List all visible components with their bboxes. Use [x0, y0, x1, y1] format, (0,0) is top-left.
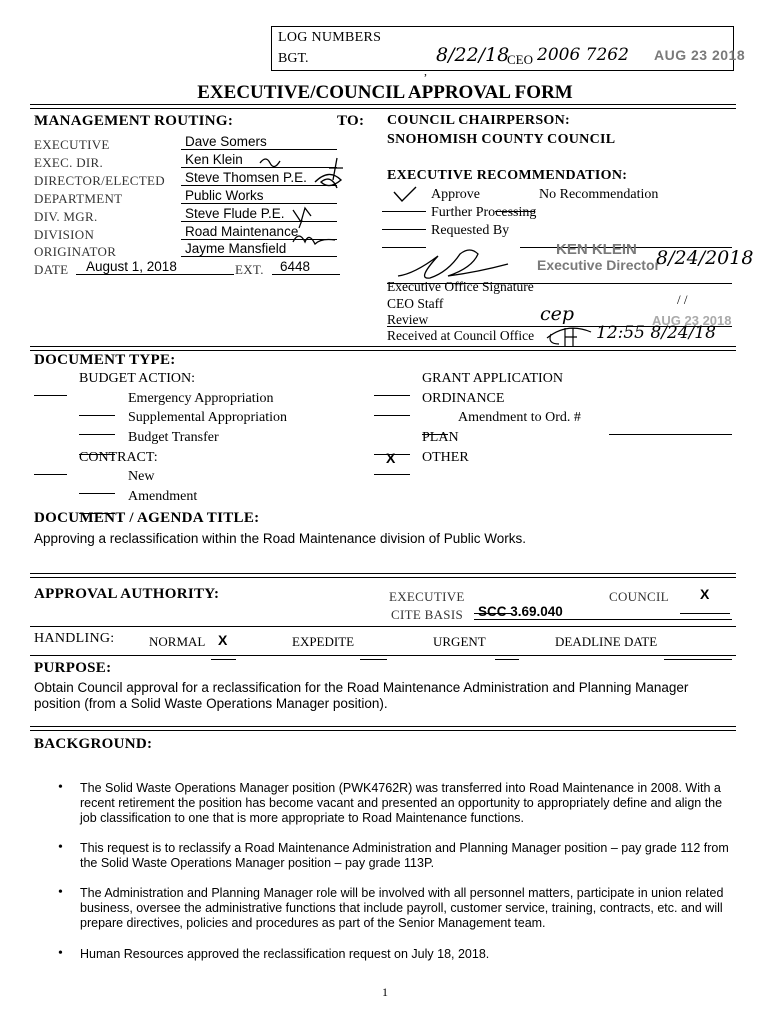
cite-basis-value: SCC 3.69.040	[474, 604, 732, 620]
routing-label-executive: EXECUTIVE	[34, 137, 110, 152]
routing-value-originator: Jayme Mansfield	[181, 241, 337, 257]
agenda-title-text: Approving a reclassification within the Road Maintenance division of Public Works.	[34, 531, 526, 546]
background-heading: BACKGROUND:	[34, 736, 153, 752]
routing-bottom-rule	[30, 346, 736, 351]
routing-value-div-mgr: Steve Flude P.E.	[181, 206, 337, 222]
requested-by-label: Requested By	[431, 223, 510, 238]
background-item-4: Human Resources approved the reclassification request on July 18, 2018.	[80, 947, 490, 961]
ordinance-blank[interactable]	[374, 403, 410, 416]
handling-expedite-label: EXPEDITE	[292, 634, 355, 649]
agenda-bottom-rule	[30, 573, 736, 578]
routing-value-executive: Dave Somers	[181, 134, 337, 150]
stamp-handwritten-date: 8/24/2018	[656, 247, 754, 269]
initials-signature-marks	[255, 150, 365, 260]
cite-basis-label: CITE BASIS	[391, 607, 463, 622]
log-numbers-title: LOG NUMBERS	[278, 30, 382, 45]
purpose-text: Obtain Council approval for a reclassification for the Road Maintenance Administration and Planning Manager position (from a Solid Waste Operations Manager position).	[34, 680, 689, 711]
snohomish-county-council: SNOHOMISH COUNTY COUNCIL	[387, 132, 616, 147]
bullet-icon: •	[58, 885, 63, 900]
ceo-label: CEO	[507, 52, 533, 67]
handling-deadline-label: DEADLINE DATE	[555, 634, 658, 649]
bgt-label: BGT.	[278, 51, 309, 66]
purpose-heading: PURPOSE:	[34, 660, 112, 676]
further-processing-label: Further Processing	[431, 205, 537, 220]
emergency-appropriation-label: Emergency Appropriation	[128, 391, 274, 406]
executive-recommendation-heading: EXECUTIVE RECOMMENDATION:	[387, 168, 628, 183]
emergency-appropriation-blank[interactable]	[79, 403, 115, 416]
document-type-heading: DOCUMENT TYPE:	[34, 352, 176, 368]
amend-ord-number-line[interactable]	[609, 422, 732, 435]
authority-council-label: COUNCIL	[609, 589, 669, 604]
handling-urgent-label: URGENT	[433, 634, 486, 649]
no-recommendation-label: No Recommendation	[539, 187, 659, 202]
contract-label: CONTRACT:	[79, 450, 158, 465]
handling-deadline-blank[interactable]	[664, 647, 732, 660]
routing-label-exec-dir: EXEC. DIR.	[34, 155, 104, 170]
amend-ord-label: Amendment to Ord. #	[458, 410, 581, 425]
eo-signature-label: Executive Office Signature	[387, 279, 534, 294]
ken-klein-stamp-name: KEN KLEIN	[556, 241, 637, 258]
handling-label: HANDLING:	[34, 631, 115, 646]
background-item-3: The Administration and Planning Manager role will be involved with all personnel matters, participate in union related business, oversee the administrative functions that include payroll, customer service, training, contracts, etc. and will prepare directives, policies and procedures as part of the Senior Management team.	[80, 886, 724, 930]
contract-new-label: New	[128, 469, 155, 484]
supplemental-appropriation-label: Supplemental Appropriation	[128, 410, 288, 425]
review-label: Review	[387, 312, 429, 327]
budget-action-blank[interactable]	[34, 383, 67, 396]
supplemental-appropriation-blank[interactable]	[79, 422, 115, 435]
contract-blank[interactable]	[34, 462, 67, 475]
council-chairperson: COUNCIL CHAIRPERSON:	[387, 113, 570, 128]
routing-label-division: DIVISION	[34, 227, 95, 242]
other-mark: X	[386, 450, 396, 466]
received-handwritten: 12:55 8/24/18	[596, 323, 716, 343]
contract-new-blank[interactable]	[79, 481, 115, 494]
received-label: Received at Council Office	[387, 328, 535, 343]
other-label: OTHER	[422, 450, 469, 465]
handling-normal-mark: X	[218, 632, 228, 648]
routing-label-director: DIRECTOR/ELECTED	[34, 173, 165, 188]
routing-value-exec-dir: Ken Klein	[181, 152, 337, 168]
form-title: EXECUTIVE/COUNCIL APPROVAL FORM	[197, 82, 573, 103]
plan-label: PLAN	[422, 430, 459, 445]
routing-value-division: Road Maintenance	[181, 224, 337, 240]
authority-council-mark: X	[700, 586, 710, 602]
executive-signature	[394, 246, 534, 282]
contract-amendment-label: Amendment	[128, 489, 198, 504]
title-rule	[30, 104, 736, 109]
budget-transfer-label: Budget Transfer	[128, 430, 219, 445]
bgt-value: 8/22/18	[436, 44, 510, 66]
ceo-value: 2006 7262	[537, 45, 629, 65]
grant-application-label: GRANT APPLICATION	[422, 371, 563, 386]
routing-label-originator: ORIGINATOR	[34, 244, 117, 259]
page-number: 1	[382, 985, 388, 999]
routing-value-department: Public Works	[181, 188, 337, 204]
to-label: TO:	[337, 113, 365, 129]
received-stamp: AUG 23 2018	[652, 313, 732, 328]
budget-action-label: BUDGET ACTION:	[79, 371, 196, 386]
routing-label-department: DEPARTMENT	[34, 191, 123, 206]
date-label: DATE	[34, 262, 69, 277]
ceo-staff-label: CEO Staff	[387, 296, 444, 311]
review-initials: cep	[540, 303, 575, 325]
handling-expedite-blank[interactable]	[360, 647, 387, 660]
authority-executive-label: EXECUTIVE	[389, 589, 465, 604]
checkmark-icon	[392, 186, 418, 204]
approve-label: Approve	[431, 187, 480, 202]
handling-normal-label: NORMAL	[149, 634, 206, 649]
bullet-icon: •	[58, 780, 63, 795]
ordinance-label: ORDINANCE	[422, 391, 505, 406]
handling-urgent-blank[interactable]	[495, 647, 519, 660]
grant-application-blank[interactable]	[374, 383, 410, 396]
date-value: August 1, 2018	[76, 259, 234, 275]
routing-heading: MANAGEMENT ROUTING:	[34, 113, 234, 129]
ceo-staff-date-slashes: / /	[677, 292, 688, 307]
agenda-title-heading: DOCUMENT / AGENDA TITLE:	[34, 510, 260, 526]
ext-label: EXT.	[235, 262, 264, 277]
handling-normal-blank[interactable]	[211, 647, 236, 660]
background-item-2: This request is to reclassify a Road Maintenance Administration and Planning Manager position – pay grade 112 from the Solid Waste Operations Manager position – pay grade 113P.	[80, 841, 729, 870]
background-item-1: The Solid Waste Operations Manager position (PWK4762R) was transferred into Road Maintenance in 2008. With a recent retirement the position has become vacant and presented an opportunity to appropriately define and align the job classification to one that is more appropriate to Road Maintenance functions.	[80, 781, 723, 825]
log-date-stamp: AUG 23 2018	[654, 47, 746, 63]
further-processing-blank[interactable]	[382, 217, 426, 230]
ken-klein-stamp-title: Executive Director	[537, 257, 660, 273]
routing-value-director: Steve Thomsen P.E.	[181, 170, 337, 186]
bullet-icon: •	[58, 840, 63, 855]
approval-authority-heading: APPROVAL AUTHORITY:	[34, 586, 220, 602]
purpose-bottom-rule	[30, 726, 736, 731]
bullet-icon: •	[58, 946, 63, 961]
routing-label-div-mgr: DIV. MGR.	[34, 209, 98, 224]
ext-value: 6448	[272, 259, 340, 275]
